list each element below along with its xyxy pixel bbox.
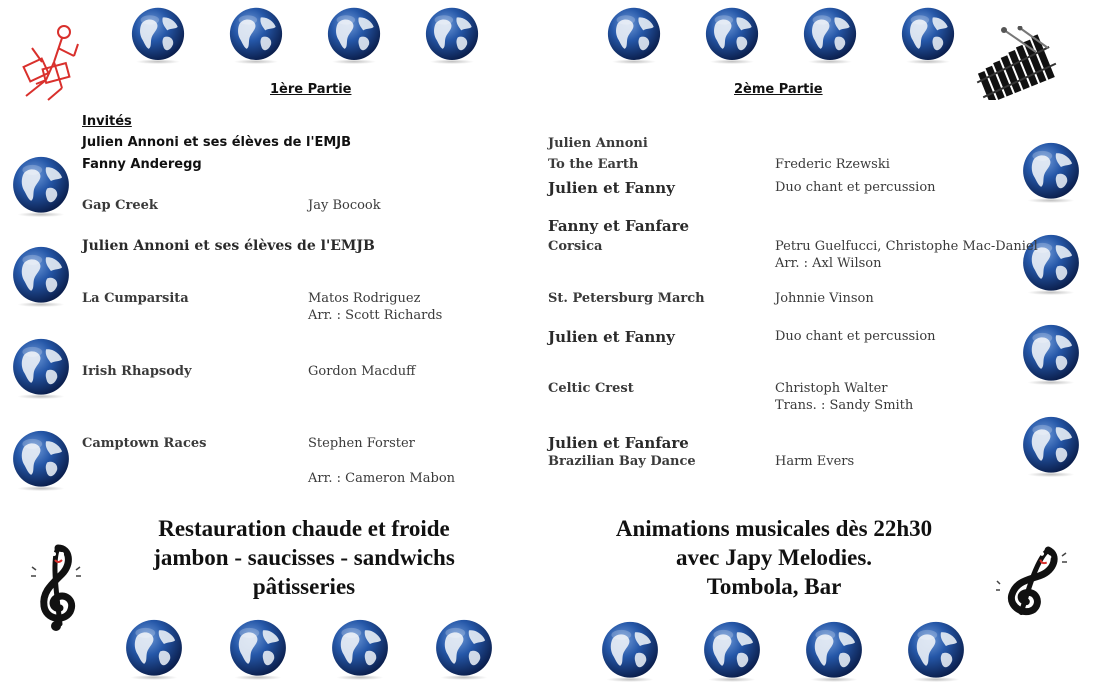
entertainment-line: Animations musicales dès 22h30	[615, 516, 933, 541]
entertainment-line: avec Japy Melodies.	[675, 545, 873, 570]
piece-composer: Frederic Rzewski	[775, 157, 890, 172]
piece-composer: Johnnie Vinson	[775, 291, 874, 306]
globe-icon	[220, 6, 292, 64]
piece-composer: Jay Bocook	[308, 198, 381, 213]
treble-clef-icon	[996, 540, 1068, 620]
piece-title: To the Earth	[548, 157, 639, 172]
piece-title: La Cumparsita	[82, 291, 189, 306]
piece-arranger: Arr. : Axl Wilson	[775, 256, 882, 271]
globe-icon	[696, 6, 768, 64]
xylophone-icon	[974, 26, 1062, 100]
globe-icon	[318, 6, 390, 64]
piece-arranger: Arr. : Scott Richards	[308, 308, 443, 323]
piece-composer: Harm Evers	[775, 454, 855, 469]
catering-line: Restauration chaude et froide	[158, 516, 450, 541]
piece-composer: Petru Guelfucci, Christophe Mac-Daniel	[775, 239, 1038, 254]
globe-icon	[116, 618, 192, 680]
piece-composer: Gordon Macduff	[308, 364, 416, 379]
part2-heading: 2ème Partie	[734, 82, 823, 97]
piece-title: Celtic Crest	[548, 381, 634, 396]
entertainment-info	[574, 514, 974, 601]
guest-2: Fanny Anderegg	[82, 157, 202, 172]
globe-icon	[220, 618, 296, 680]
globe-icon	[426, 618, 502, 680]
part1-heading: 1ère Partie	[270, 82, 352, 97]
piece-title: Camptown Races	[82, 436, 207, 451]
piece-composer: Matos Rodriguez	[308, 291, 421, 306]
performer-note: Duo chant et percussion	[775, 180, 936, 195]
guest-1: Julien Annoni et ses élèves de l'EMJB	[82, 135, 352, 150]
globe-icon	[1020, 136, 1082, 208]
piece-composer: Christoph Walter	[775, 381, 888, 396]
piece-title: St. Petersburg March	[548, 291, 705, 306]
catering-info	[104, 514, 504, 601]
globe-icon	[892, 6, 964, 64]
piece-title: Brazilian Bay Dance	[548, 454, 696, 469]
piece-title: Gap Creek	[82, 198, 158, 213]
globe-icon	[898, 620, 974, 682]
globe-icon	[10, 424, 72, 496]
performer-heading: Fanny et Fanfare	[548, 217, 690, 235]
globe-icon	[694, 620, 770, 682]
performer-heading: Julien Annoni	[548, 136, 648, 151]
guests-label: Invités	[82, 114, 132, 129]
globe-icon	[322, 618, 398, 680]
globe-icon	[1020, 410, 1082, 482]
globe-icon	[1020, 318, 1082, 390]
performer-heading: Julien et Fanfare	[548, 434, 689, 452]
globe-icon	[592, 620, 668, 682]
catering-line: jambon - saucisses - sandwichs	[153, 545, 455, 570]
entertainment-line: Tombola, Bar	[706, 574, 842, 599]
globe-icon	[796, 620, 872, 682]
globe-icon	[10, 332, 72, 404]
globe-icon	[10, 240, 72, 312]
piece-arranger: Arr. : Cameron Mabon	[308, 471, 456, 486]
globe-icon	[10, 150, 72, 222]
treble-clef-icon	[30, 540, 84, 632]
piece-composer: Stephen Forster	[308, 436, 415, 451]
globe-icon	[122, 6, 194, 64]
globe-icon	[794, 6, 866, 64]
performer-heading: Julien et Fanny	[548, 328, 675, 346]
performer-heading: Julien Annoni et ses élèves de l'EMJB	[82, 238, 375, 254]
piece-title: Irish Rhapsody	[82, 364, 192, 379]
performer-note: Duo chant et percussion	[775, 329, 936, 344]
catering-line: pâtisseries	[252, 574, 356, 599]
drummer-icon	[18, 22, 84, 106]
globe-icon	[598, 6, 670, 64]
globe-icon	[416, 6, 488, 64]
performer-heading: Julien et Fanny	[548, 179, 675, 197]
piece-title: Corsica	[548, 239, 603, 254]
piece-arranger: Trans. : Sandy Smith	[775, 398, 914, 413]
